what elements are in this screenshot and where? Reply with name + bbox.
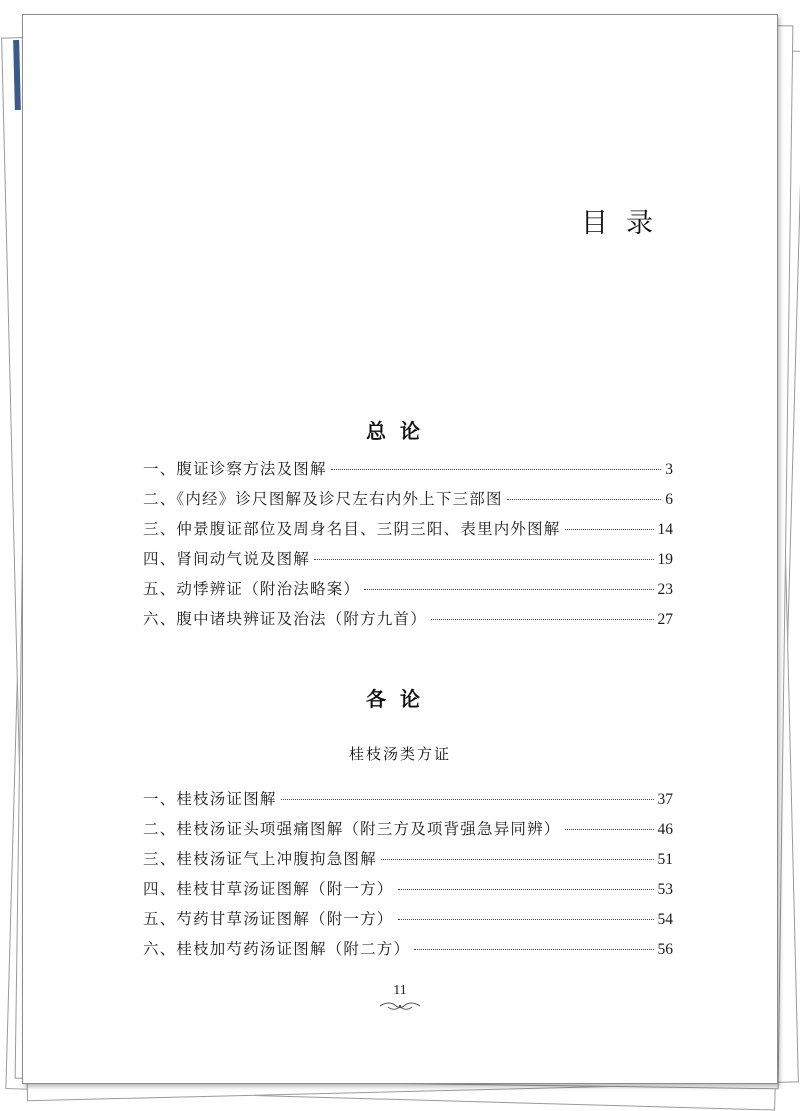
leader-dots bbox=[431, 619, 654, 620]
toc-entry-label: 一、桂枝汤证图解 bbox=[143, 790, 277, 808]
toc-entry-page: 19 bbox=[657, 551, 673, 568]
toc-entry-label: 四、肾间动气说及图解 bbox=[143, 550, 311, 568]
toc-entry[interactable] bbox=[143, 607, 673, 637]
leader-dots bbox=[364, 589, 653, 590]
toc-entry-page: 14 bbox=[657, 521, 673, 538]
section-title-general: 总论 bbox=[366, 419, 434, 443]
toc-entry-page: 54 bbox=[657, 911, 673, 928]
leader-dots bbox=[507, 499, 662, 500]
toc-entry-page: 3 bbox=[665, 461, 673, 478]
toc-entry-page: 53 bbox=[657, 881, 673, 898]
toc-entry[interactable] bbox=[143, 847, 673, 877]
toc-specific bbox=[143, 787, 673, 967]
toc-entry[interactable] bbox=[143, 877, 673, 907]
leader-dots bbox=[281, 799, 654, 800]
ornament-icon bbox=[378, 1001, 422, 1011]
toc-entry-label: 三、桂枝汤证气上冲腹拘急图解 bbox=[143, 850, 377, 868]
toc-entry-label: 三、仲景腹证部位及周身名目、三阴三阳、表里内外图解 bbox=[143, 520, 561, 538]
toc-entry-label: 二、桂枝汤证头项强痛图解（附三方及项背强急异同辨） bbox=[143, 820, 561, 838]
leader-dots bbox=[381, 859, 654, 860]
document-page bbox=[22, 14, 778, 1084]
toc-entry-label: 五、芍药甘草汤证图解（附一方） bbox=[143, 910, 394, 928]
toc-entry-page: 37 bbox=[657, 791, 673, 808]
leader-dots bbox=[414, 949, 653, 950]
section-title-specific: 各论 bbox=[366, 687, 434, 711]
leader-dots bbox=[565, 829, 654, 830]
toc-entry-page: 6 bbox=[665, 491, 673, 508]
toc-entry[interactable] bbox=[143, 577, 673, 607]
toc-entry-label: 六、桂枝加芍药汤证图解（附二方） bbox=[143, 940, 411, 958]
toc-general bbox=[143, 457, 673, 637]
toc-entry-label: 四、桂枝甘草汤证图解（附一方） bbox=[143, 880, 394, 898]
leader-dots bbox=[331, 469, 662, 470]
toc-entry[interactable] bbox=[143, 457, 673, 487]
toc-entry-page: 27 bbox=[657, 611, 673, 628]
toc-entry-page: 46 bbox=[657, 821, 673, 838]
leader-dots bbox=[565, 529, 654, 530]
toc-entry[interactable] bbox=[143, 817, 673, 847]
toc-entry-label: 六、腹中诸块辨证及治法（附方九首） bbox=[143, 610, 427, 628]
toc-entry-label: 二、《内经》诊尺图解及诊尺左右内外上下三部图 bbox=[143, 490, 503, 508]
toc-entry[interactable] bbox=[143, 487, 673, 517]
toc-entry-label: 五、动悸辨证（附治法略案） bbox=[143, 580, 361, 598]
toc-entry-page: 56 bbox=[657, 941, 673, 958]
page-number: 11 bbox=[393, 983, 407, 998]
leader-dots bbox=[314, 559, 653, 560]
subsection-title: 桂枝汤类方证 bbox=[348, 745, 451, 763]
toc-entry[interactable] bbox=[143, 787, 673, 817]
toc-entry-label: 一、腹证诊察方法及图解 bbox=[143, 460, 327, 478]
toc-entry[interactable] bbox=[143, 517, 673, 547]
toc-entry[interactable] bbox=[143, 907, 673, 937]
toc-entry[interactable] bbox=[143, 937, 673, 967]
toc-entry-page: 51 bbox=[657, 851, 673, 868]
leader-dots bbox=[398, 889, 654, 890]
leader-dots bbox=[398, 919, 654, 920]
page-title: 目录 bbox=[581, 208, 671, 239]
toc-entry[interactable] bbox=[143, 547, 673, 577]
toc-entry-page: 23 bbox=[657, 581, 673, 598]
